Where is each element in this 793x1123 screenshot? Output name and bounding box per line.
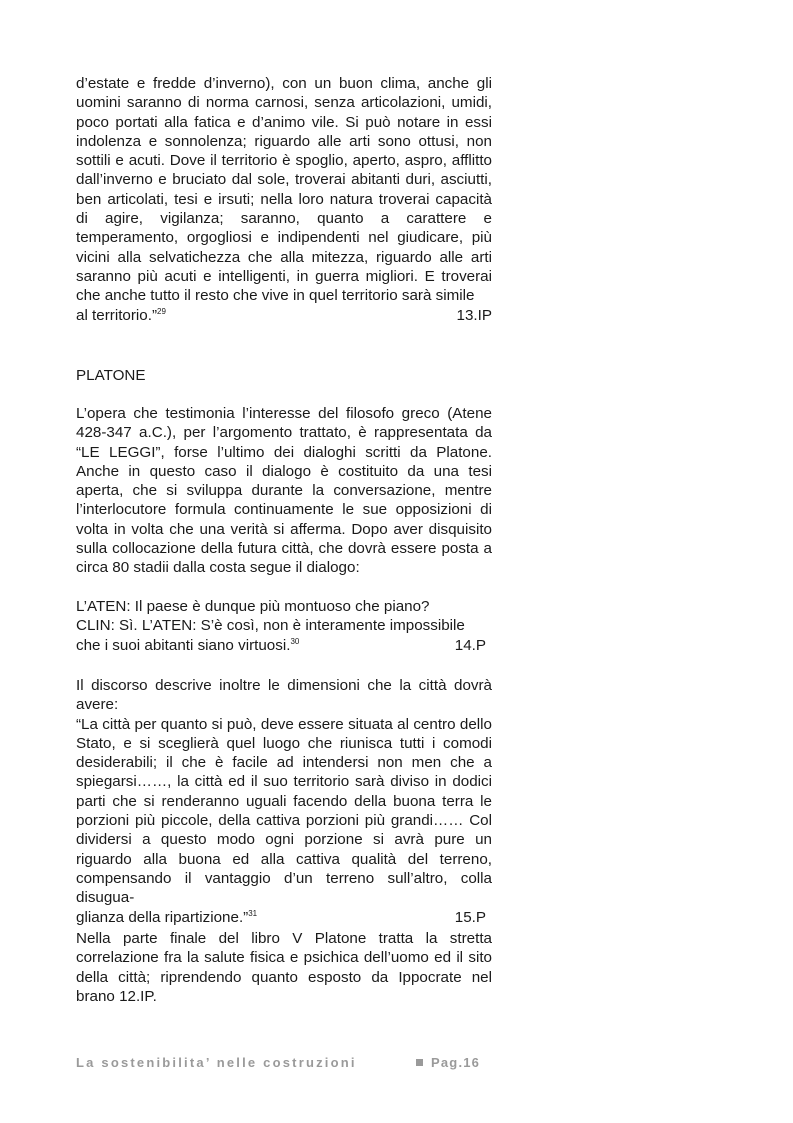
footnote-ref-30: 30 bbox=[290, 636, 300, 646]
dialogue-end-row bbox=[76, 636, 486, 655]
top-quote-last-text: al territorio.” bbox=[76, 306, 158, 324]
passage-ref-15-p: 15.P bbox=[454, 908, 486, 926]
dims-quote-end-row bbox=[76, 908, 486, 927]
closing-block bbox=[76, 929, 492, 1006]
section-title-block bbox=[76, 366, 492, 385]
top-quote-last-line bbox=[76, 306, 166, 325]
dims-quote-last-line bbox=[76, 908, 257, 927]
footer-square-icon bbox=[416, 1059, 423, 1066]
dims-intro: Il discorso descrive inoltre le dimensioni che la città dovrà avere: bbox=[76, 677, 492, 714]
footnote-ref-31: 31 bbox=[248, 908, 258, 918]
intro-block bbox=[76, 404, 492, 578]
footer-title: La sostenibilita’ nelle costruzioni bbox=[76, 1055, 357, 1070]
dialogue-last-text: che i suoi abitanti siano virtuosi. bbox=[76, 636, 291, 654]
passage-ref-13-ip: 13.IP bbox=[456, 306, 492, 324]
dims-quote-text: “La città per quanto si può, deve essere situata al centro dello Stato, e si sceglierà quel luogo che riunisca tutti i comodi desiderabili; il che è facile ad intendersi non men che a spiegarsi……, la città ed il suo territorio sarà diviso in dodici parti che si renderanno uguali facendo della buona terra le porzioni più piccole, della cattiva porzioni più grandi…… Col dividersi a questo modo ogni porzione si avrà pure un riguardo alla buona ed alla cattiva qualità del terreno, compensando il vantaggio d’un terreno sull’altro, colla disugua- bbox=[76, 715, 492, 907]
dialogue-line-2: CLIN: Sì. L’ATEN: S’è così, non è interamente impossibile bbox=[76, 617, 465, 635]
dialogue-block bbox=[76, 597, 492, 655]
footer-page-number-group bbox=[416, 1055, 480, 1070]
footer-page-number: Pag.16 bbox=[431, 1055, 481, 1070]
closing-paragraph: Nella parte finale del libro V Platone tratta la stretta correlazione fra la salute fisica e psichica dell’uomo ed il sito della città; riprendendo quanto esposto da Ippocrate nel brano 12.IP. bbox=[76, 930, 492, 1005]
top-quote-text: d’estate e fredde d’inverno), con un buon clima, anche gli uomini saranno di norma carnosi, senza articolazioni, umidi, poco portati alla fatica e d’animo vile. Si può notare in essi indolenza e sonnolenza; riguardo alle arti sono ottusi, non sottili e acuti. Dove il territorio è spoglio, aperto, aspro, afflitto dall’inverno e bruciato dal sole, troverai abitanti duri, asciutti, ben articolati, tesi e irsuti; nella loro natura troverai capacità di agire, vigilanza; saranno, quanto a carattere e temperamento, orgogliosi e indipendenti nel giudicare, più vicini alla selvatichezza che alla mitezza, riguardo alle arti saranno più acuti e intelligenti, in guerra migliori. E troverai che anche tutto il resto che vive in quel territorio sarà simile bbox=[76, 75, 492, 305]
top-quote-block bbox=[76, 74, 492, 325]
section-title: PLATONE bbox=[76, 367, 146, 384]
dims-block bbox=[76, 676, 492, 927]
passage-ref-14-p: 14.P bbox=[454, 636, 486, 654]
intro-paragraph: L’opera che testimonia l’interesse del filosofo greco (Atene 428-347 a.C.), per l’argomento trattato, è rappresentata da “LE LEGGI”, forse l’ultimo dei dialoghi scritti da Platone. Anche in questo caso il dialogo è costituito da una tesi aperta, che si sviluppa durante la conversazione, mentre l’interlocutore formula continuamente le sue opposizioni di volta in volta che una verità si afferma. Dopo aver disquisito sulla collocazione della futura città, che dovrà essere posta a circa 80 stadii dalla costa segue il dialogo: bbox=[76, 405, 492, 577]
dialogue-line-1: L’ATEN: Il paese è dunque più montuoso che piano? bbox=[76, 598, 430, 615]
page-footer bbox=[76, 1055, 486, 1070]
footnote-ref-29: 29 bbox=[157, 306, 166, 316]
dialogue-last-line bbox=[76, 636, 299, 655]
top-quote-end-row bbox=[76, 306, 492, 325]
dims-quote-last-text: glianza della ripartizione.” bbox=[76, 908, 249, 926]
